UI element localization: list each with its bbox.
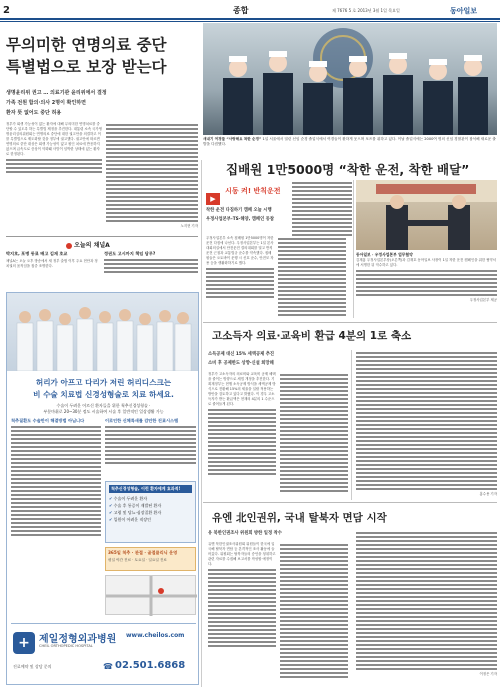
- feature-body: [206, 236, 274, 318]
- ad-sub: 수술이 두려운 어르신 환자들을 위한 척추신경성형술 ·: [56, 403, 151, 408]
- story3-body: [208, 542, 276, 684]
- hospital-en: CHEIL ORTHOPEDIC HOSPITAL: [39, 644, 93, 648]
- banner-icon: ▶: [206, 193, 220, 205]
- check-icon: ✔: [109, 503, 114, 508]
- ad-check-item: ✔ 고령 및 당뇨·심장질환 환자: [109, 510, 162, 515]
- story2-body: [208, 372, 276, 498]
- photo-caption: [203, 137, 497, 147]
- story3-body-col3: [356, 530, 497, 684]
- issue-info: 제 7676 5 호 2013년 3월 1일 목요일: [332, 8, 400, 13]
- story2-deck1: 소득공제 대신 15% 세액공제 추진: [208, 352, 275, 357]
- hospital-web: www.cheilos.com: [126, 632, 185, 639]
- story3-headline: 유엔 北인권위, 국내 탈북자 면담 시작: [212, 512, 387, 524]
- story2-byline: 홍수용 기자: [479, 492, 497, 496]
- ad-map: [105, 575, 196, 615]
- main-byline: 노지현 기자: [180, 224, 198, 228]
- ad-checklist-title: 척추신경성형술, 이런 환자에게 효과적!: [109, 485, 192, 493]
- ad-headline-1: 허리가 아프고 다리가 저린 허리디스크는: [35, 378, 172, 387]
- channel-a-story2-title: 정권도 고시까지 책임 담무?: [104, 251, 156, 256]
- phone-label: 진료예약 및 상담 문의: [13, 664, 52, 669]
- channel-a-box: [6, 236, 198, 290]
- phone-icon: ☎: [103, 662, 113, 671]
- ad-section2: [105, 418, 196, 478]
- mou-body: [356, 258, 497, 318]
- column-divider: [351, 350, 352, 500]
- main-sub3: 환자 뜻 없어도 중단 허용: [6, 110, 62, 116]
- header-rule-thin: [0, 21, 500, 22]
- main-headline-line2: 특별법으로 보장 받는다: [6, 58, 167, 76]
- page-number: 2: [3, 5, 10, 16]
- main-headline: [6, 34, 196, 78]
- section-divider: [203, 502, 497, 503]
- feature-banner-text: 시동 켜! 반칙운전: [225, 187, 281, 195]
- ad-hours-box: [105, 547, 196, 571]
- photo-caption-title: 새내기 여경들 “사랑해요 착한 순경”: [203, 137, 262, 141]
- feature-body-col3: [292, 180, 352, 240]
- story2-body-col3: [356, 350, 497, 498]
- feature-deck1: 착한 운전 다짐하기 캠페 오늘 시행: [206, 208, 272, 213]
- story3-body-text: 유엔 북한인권조사위원회 위원들이 한국에 입국해 탈북자 면담 등 본격적인 조사 활동에 들어갔다. 위원회는 탈북자들의 증언을 청취하고 관련 자료를 수집해 보고서를 작성할 예정이다.: [208, 542, 276, 566]
- story3-deck: 유 북한인권조사 위원회 방한 일정 착수: [208, 531, 282, 536]
- story2-deck2: 소비 후 공제한도 상향·신설 희망해: [208, 361, 274, 366]
- mou-caption: 동아일보 · 우정사업본부 업무협약: [356, 252, 413, 257]
- ad-check-item: ✔ 입원이 어려운 직장인: [109, 517, 151, 522]
- channel-a-title: 오늘의 채널A: [74, 242, 110, 249]
- feature-body-text: 우정사업본부 소속 집배원 1만5000명이 착한 운전 다짐에 나선다. 우정사업본부는 1일 본사 대회의실에서 안전운전 결의대회를 열고 반칙운전 근절과 교통법규 준수를 약속했다. 집배원들은 오토바이 운행 시 신호 준수, 안전모 착용 등을 생활화하기로 했다.: [206, 236, 274, 265]
- ad-section1: [11, 418, 101, 568]
- header-rule: [0, 18, 500, 20]
- main-subheads: [6, 88, 196, 118]
- hospital-logo-area: [11, 623, 196, 681]
- section-divider: [203, 322, 497, 323]
- channel-a-icon: [66, 243, 72, 249]
- check-icon: ✔: [109, 517, 114, 522]
- story2-deck: [208, 350, 348, 368]
- channel-a-title-wrap: [66, 240, 198, 249]
- police-photo-illustration: [203, 23, 497, 135]
- story2-body-col2: [280, 372, 348, 498]
- main-body-text: 정부가 회생 가능성이 없는 환자에 대해 무의미한 연명치료를 중단할 수 있도록 하는 특별법 제정을 추진한다. 대통령 소속 국가생명윤리심의위원회는 연명의료 중단에 대한 권고안을 의결하고 이를 특별법으로 제도화할 것을 정부에 권고했다. 권고안에 따르면 연명의료 중단 대상은 회생 가능성이 없고 원인 치료에 반응하지 않으며 급속도로 증상이 악화돼 사망이 임박한 상태에 있는 환자로 한정된다.: [6, 122, 102, 156]
- feature-body-col2: [278, 236, 346, 318]
- mou-photo: [356, 180, 497, 250]
- ad-sub2: 부분마취로 20~30분 정도 시술하여 시술 후 일반적인 일상생활 가능: [43, 409, 164, 414]
- check-icon: ✔: [109, 496, 114, 501]
- story2-headline: 고소득자 의료·교육비 환급 4분의 1로 축소: [212, 330, 412, 342]
- ad-check-item: ✔ 수술이 두려운 환자: [109, 496, 148, 501]
- hospital-logo-icon: +: [13, 632, 35, 654]
- main-sub2: 가족 전원 합의·의사 2명이 확인하면: [6, 100, 86, 106]
- hospital-name: 제일정형외과병원: [39, 634, 117, 645]
- channel-a-story1: [6, 251, 100, 269]
- mou-byline: 우정사업본부 제공: [469, 298, 497, 302]
- ad-hours-sub: 평일 야간 진료 · 토요일 · 일요일 진료: [108, 558, 167, 562]
- channel-a-story1-title: 박지호, 포병 동료 배고 김재 호교: [6, 251, 68, 256]
- ad-section1-title: 척추질환도 수술만이 해결방법 아닙니다: [11, 418, 85, 423]
- police-graduation-photo: [203, 23, 497, 135]
- ad-check-item: ✔ 수술 후 통증이 재발된 환자: [109, 503, 162, 508]
- main-sub1: 생명윤리위 권고 … 의료기관 윤리위에서 결정: [6, 90, 107, 96]
- doctors-illustration: [7, 293, 198, 371]
- channel-a-story1-text: 채널A는 오늘 오후 방송에서 새 정부 출범 이후 주요 현안과 정치권의 움직임을 집중 조명한다.: [6, 259, 98, 268]
- paper-name: 동아일보: [450, 7, 478, 15]
- feature-headline: 집배원 1만5000명 “착한 운전, 착한 배달”: [226, 162, 470, 177]
- channel-a-story2: [104, 251, 198, 275]
- ad-section2-title: 이로인한 신체특새를 감안한 진료시스템: [105, 418, 179, 423]
- hospital-ad: [6, 292, 199, 685]
- ad-headline-2: 비 수술 치료법 신경성형술로 치료 하세요.: [33, 390, 174, 399]
- main-body-col2: [106, 122, 198, 234]
- check-icon: ✔: [109, 510, 114, 515]
- story3-byline: 이정은 기자: [479, 672, 497, 676]
- story2-body-text: 정부가 고소득자의 의료비와 교육비 공제 혜택을 줄이는 방향으로 세법 개정을 추진한다. 기획재정부는 현행 소득공제 방식을 세액공제 방식으로 전환해 15%의 세율을 일괄 적용하는 방안을 검토하고 있다고 밝혔다. 이 경우 고소득자가 받는 환급액은 현재의 4분의 1 수준으로 줄어들게 된다.: [208, 372, 276, 406]
- mou-body-text: 김재홍 우정사업본부장(오른쪽)과 김재호 동아일보 사장이 1일 착한 운전 캠페인을 위한 협약서에 서명한 뒤 악수하고 있다.: [356, 258, 497, 267]
- column-divider: [201, 160, 202, 687]
- column-divider: [353, 180, 354, 318]
- doctors-photo: [7, 293, 198, 371]
- photo-caption-body: 1일 서울에서 열린 신임 순경 졸업식에서 여경들이 환하게 웃으며 포즈를 취하고 있다. 이날 졸업식에는 2000여 명의 신임 경찰관이 참석해 새로운 출발을 다짐했다.: [203, 137, 496, 146]
- section-name: 종합: [233, 6, 249, 15]
- main-headline-line1: 무의미한 연명의료 중단: [6, 36, 167, 54]
- mou-photo-illustration: [356, 180, 497, 250]
- main-body: [6, 122, 102, 234]
- ad-hours: 365일 척추 · 관절 · 골절클리닉 운영: [108, 550, 178, 555]
- hospital-phone: 02.501.6868: [115, 660, 186, 671]
- ad-checklist: [105, 481, 196, 543]
- feature-deck2: 우정사업본부-TS·해양, 캠페인 동참: [206, 217, 275, 222]
- map-icon: [106, 576, 197, 616]
- story3-body-col2: [280, 542, 348, 684]
